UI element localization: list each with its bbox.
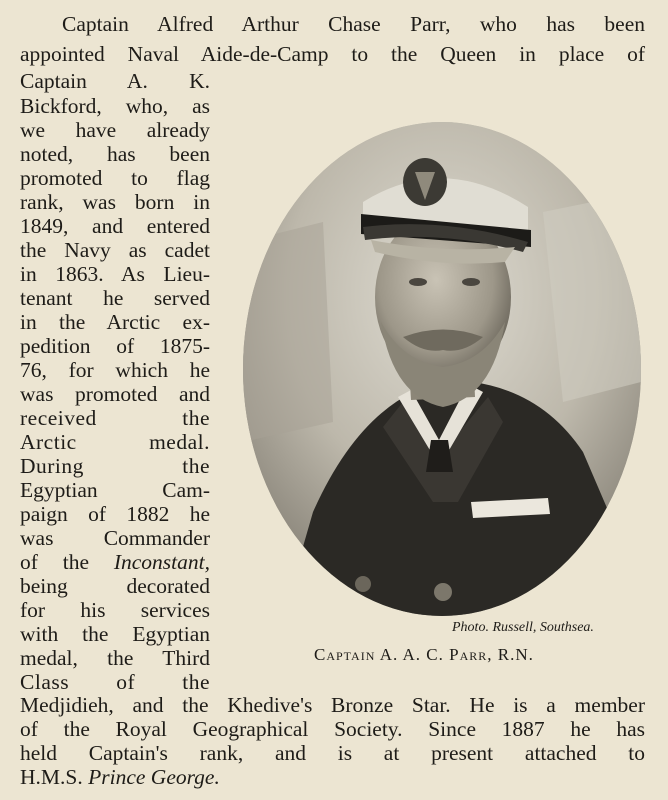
article-line: we have already bbox=[20, 118, 210, 142]
article-line: pedition of 1875- bbox=[20, 334, 210, 358]
article-line bbox=[20, 765, 220, 789]
article-line: medal, the Third bbox=[20, 646, 210, 670]
article-text: of the bbox=[20, 550, 90, 574]
article-line: 1849, and entered bbox=[20, 214, 210, 238]
ship-name: Inconstant, bbox=[113, 550, 210, 574]
article-line: in the Arctic ex- bbox=[20, 310, 210, 334]
article-line: Captain A. K. bbox=[20, 69, 210, 93]
article-line: paign of 1882 he bbox=[20, 502, 210, 526]
article-line: was promoted and bbox=[20, 382, 210, 406]
article-line: Captain Alfred Arthur Chase Parr, who has been bbox=[62, 12, 645, 36]
article-line: received the bbox=[20, 406, 210, 430]
article-text: H.M.S. bbox=[20, 765, 83, 789]
photo-caption: Captain A. A. C. Parr, R.N. bbox=[314, 645, 534, 664]
portrait-illustration bbox=[243, 122, 641, 616]
article-line: being decorated bbox=[20, 574, 210, 598]
article-line bbox=[20, 550, 210, 574]
article-line: noted, has been bbox=[20, 142, 210, 166]
article-line: Medjidieh, and the Khedive's Bronze Star. He is a member bbox=[20, 693, 645, 717]
article-line: was Commander bbox=[20, 526, 210, 550]
article-line: Arctic medal. bbox=[20, 430, 210, 454]
article-line: During the bbox=[20, 454, 210, 478]
article-line: Class of the bbox=[20, 670, 210, 694]
article-line: Egyptian Cam- bbox=[20, 478, 210, 502]
article-line: 76, for which he bbox=[20, 358, 210, 382]
article-line: Bickford, who, as bbox=[20, 94, 210, 118]
article-line: with the Egyptian bbox=[20, 622, 210, 646]
article-line: of the Royal Geographical Society. Since 1887 he has bbox=[20, 717, 645, 741]
article-line: the Navy as cadet bbox=[20, 238, 210, 262]
article-line: in 1863. As Lieu- bbox=[20, 262, 210, 286]
ship-name: Prince George. bbox=[88, 765, 220, 789]
article-line: for his services bbox=[20, 598, 210, 622]
photo-credit: Photo. Russell, Southsea. bbox=[452, 620, 594, 635]
portrait-photo bbox=[243, 122, 641, 616]
article-line: tenant he served bbox=[20, 286, 210, 310]
article-line: appointed Naval Aide-de-Camp to the Queen in place of bbox=[20, 42, 645, 66]
article-line: held Captain's rank, and is at present attached to bbox=[20, 741, 645, 765]
article-line: promoted to flag bbox=[20, 166, 210, 190]
article-line: rank, was born in bbox=[20, 190, 210, 214]
